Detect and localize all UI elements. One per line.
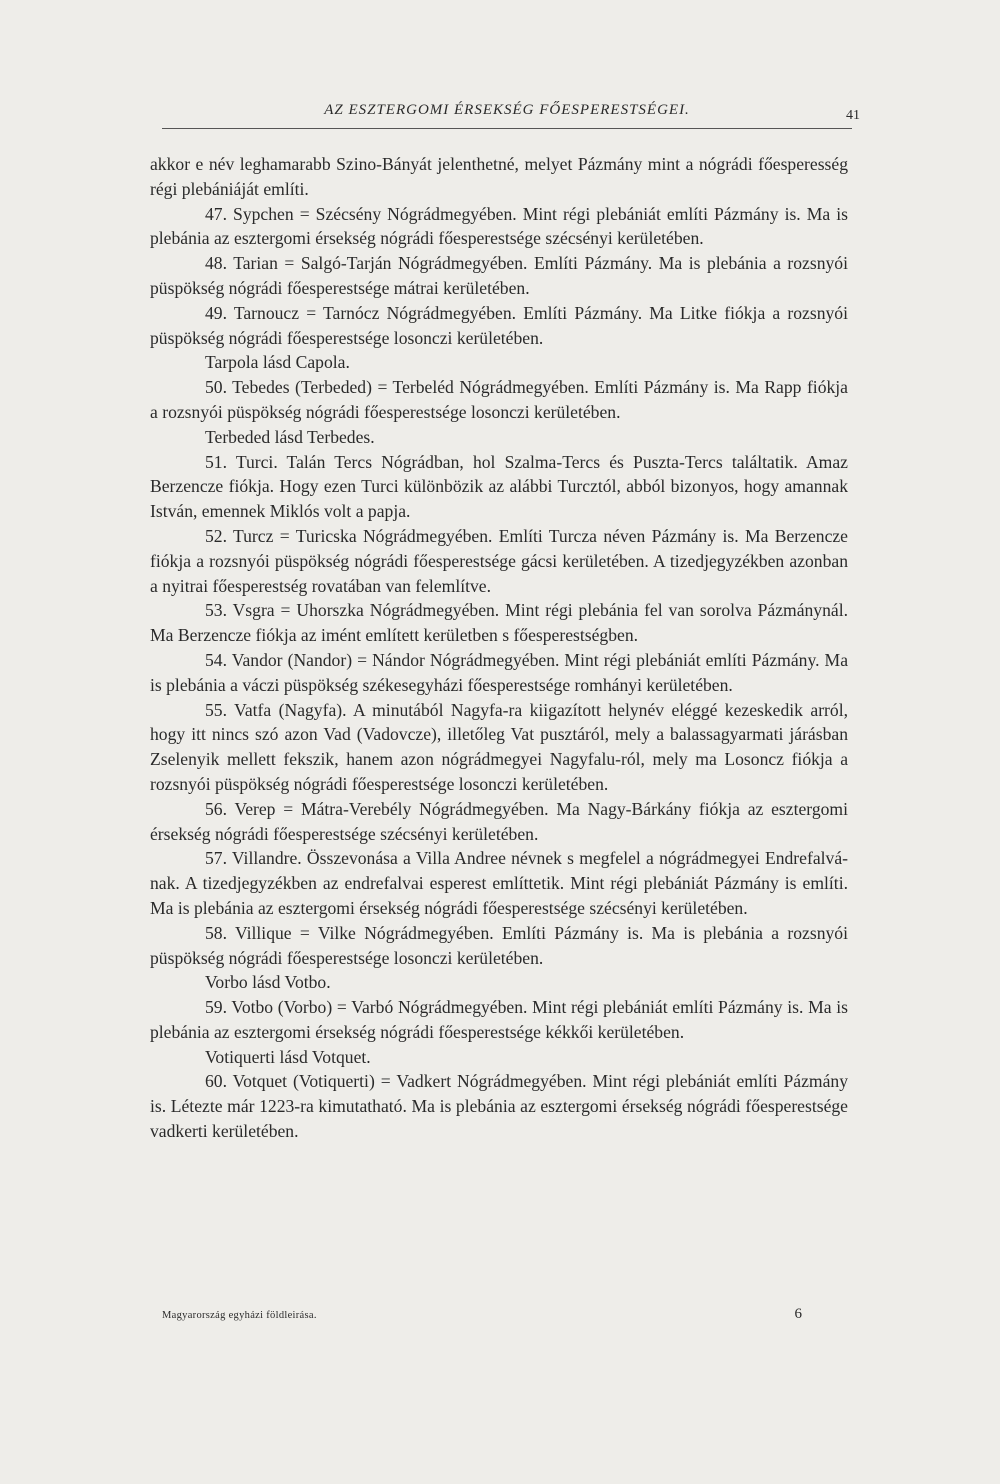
entry-52: 52. Turcz = Turicska Nógrádmegyében. Említi Turcza néven Pázmány is. Ma Berzencze fiókja a rozsnyói püspökség nógrádi főesperestsége gácsi kerületében. A tizedjegyzékben azonban a nyitrai főesperestség rovatában van felemlítve.: [150, 525, 848, 596]
entry-55: 55. Vatfa (Nagyfa). A minutából Nagyfa-ra kiigazított helynév eléggé kezeskedik arról, hogy itt nincs szó azon Vad (Vadovcze), illetőleg Vat pusztáról, mely a balassagyarmati járásban Zselenyik mellett fekszik, hanem azon nógrádmegyei Nagyfalu-ról, mely ma Losoncz fiókja a rozsnyói püspökség nógrádi főesperestsége losonczi kerületében.: [150, 699, 848, 794]
cross-reference-votiquerti: Votiquerti lásd Votquet.: [205, 1046, 371, 1067]
entry-56: 56. Verep = Mátra-Verebély Nógrádmegyében. Ma Nagy-Bárkány fiókja az esztergomi érsekség nógrádi főesperestsége szécsényi kerületében.: [150, 798, 848, 844]
body-text: [150, 152, 848, 1144]
cross-reference-terbeded: Terbeded lásd Terbedes.: [205, 426, 375, 447]
entry-60: 60. Votquet (Votiquerti) = Vadkert Nógrádmegyében. Mint régi plebániát említi Pázmány is. Létezte már 1223-ra kimutatható. Ma is plebánia az esztergomi érsekség nógrádi főesperestsége vadkerti kerületében.: [150, 1071, 848, 1142]
entry-50: 50. Tebedes (Terbeded) = Terbeléd Nógrádmegyében. Említi Pázmány is. Ma Rapp fiókja a rozsnyói püspökség nógrádi főesperestsége losonczi kerületében.: [150, 377, 848, 422]
paragraph-continuation: akkor e név leghamarabb Szino-Bányát jelenthetné, melyet Pázmány mint a nógrádi főesperesség régi plebániáját említi.: [150, 154, 848, 199]
page-number: 41: [846, 108, 860, 123]
entry-54: 54. Vandor (Nandor) = Nándor Nógrádmegyében. Mint régi plebániát említi Pázmány. Ma is plebánia a váczi püspökség székesegyházi főesperestsége romhányi kerületében.: [150, 649, 848, 695]
entry-57: 57. Villandre. Összevonása a Villa Andree névnek s megfelel a nógrádmegyei Endrefalvá-nak. A tizedjegyzékben az endrefalvai esperest említtetik. Mint régi plebániát Pázmány is említi. Ma is plebánia az esztergomi érsekség nógrádi főesperestsége szécsényi kerületében.: [150, 848, 848, 918]
entry-47: 47. Sypchen = Szécsény Nógrádmegyében. Mint régi plebániát említi Pázmány is. Ma is plebánia az esztergomi érsekség nógrádi főesperestsége szécsényi kerületében.: [150, 203, 848, 249]
cross-reference-tarpola: Tarpola lásd Capola.: [205, 352, 350, 373]
entry-49: 49. Tarnoucz = Tarnócz Nógrádmegyében. Említi Pázmány. Ma Litke fiókja a rozsnyói püspökség nógrádi főesperestsége losonczi kerületében.: [150, 302, 848, 348]
entry-59: 59. Votbo (Vorbo) = Varbó Nógrádmegyében. Mint régi plebániát említi Pázmány is. Ma is plebánia az esztergomi érsekség nógrádi főesperestsége kékkői kerületében.: [150, 997, 848, 1042]
running-title: AZ ESZTERGOMI ÉRSEKSÉG FŐESPERESTSÉGEI.: [324, 102, 690, 118]
footer-sheet-number: 6: [794, 1306, 802, 1322]
cross-reference-vorbo: Vorbo lásd Votbo.: [205, 972, 331, 993]
footer-book-title: Magyarország egyházi földleirása.: [162, 1310, 317, 1321]
entry-53: 53. Vsgra = Uhorszka Nógrádmegyében. Mint régi plebánia fel van sorolva Pázmánynál. Ma Berzencze fiókja az imént említett kerületben s főesperestségben.: [150, 600, 848, 646]
entry-48: 48. Tarian = Salgó-Tarján Nógrádmegyében. Említi Pázmány. Ma is plebánia a rozsnyói püspökség nógrádi főesperestsége mátrai kerületében.: [150, 253, 848, 298]
entry-58: 58. Villique = Vilke Nógrádmegyében. Említi Pázmány is. Ma is plebánia a rozsnyói püspökség nógrádi főesperestsége losonczi kerületében.: [150, 922, 848, 968]
entry-51: 51. Turci. Talán Tercs Nógrádban, hol Szalma-Tercs és Puszta-Tercs találtatik. Amaz Berzencze fiókja. Hogy ezen Turci különbözik az alábbi Turcztól, abból bizonyos, hogy amannak István, emennek Miklós volt a papja.: [150, 451, 848, 522]
running-header: [162, 100, 860, 129]
